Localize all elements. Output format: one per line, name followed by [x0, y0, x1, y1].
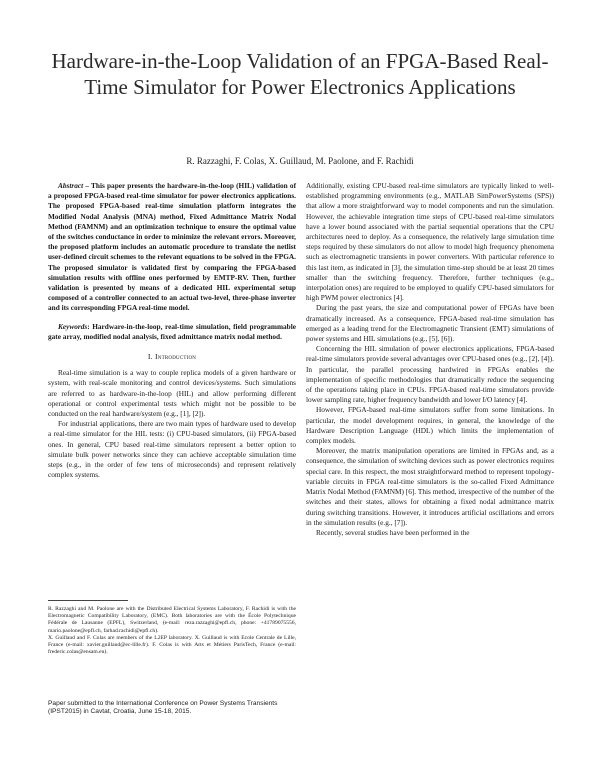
keywords-lead: Keywords — [58, 321, 88, 331]
abstract-text: This paper presents the hardware-in-the-loop (HIL) validation of a proposed FPGA-based real-time simulator for power electronics applications. The proposed FPGA-based real-time simulation platform integrates the Modified Nodal Analysis (MNA) method, Fixed Admittance Matrix Nodal Method (FAMNM) and an optimization technique to ensure the optimal value of the switches conductance in order to minimize the relevant errors. Moreover, the proposed platform includes an automatic procedure to translate the netlist user-defined circuit schemes to the relevant equations to be solved in the FPGA. The proposed simulator is validated first by comparing the FPGA-based simulation results with offline ones performed by EMTP-RV. Then, further validation is presented by means of a dedicated HIL experimental setup composed of a controller connected to an actual two-level, three-phase inverter and its corresponding FPGA real-time model. — [48, 181, 296, 313]
body-paragraph: Real-time simulation is a way to couple replica models of a given hardware or system, with real-scale monitoring and control devices/systems. Such simulations are referred to as hardware-in-the-loop (HIL) and allow performing different operational or control experimental tests which might not be possible to be conducted on the real hardware/system (e.g., [1], [2]). — [48, 368, 296, 419]
keywords — [48, 322, 296, 342]
paper-title: Hardware-in-the-Loop Validation of an FPGA-Based Real-Time Simulator for Power Electronics Applications — [51, 49, 549, 99]
footnote-paragraph: X. Guillaud and F. Colas are members of the L2EP laboratory. X. Guillaud is with Ecole Centrale de Lille, France (e-mail: xavier.guillaud@ec-lille.fr). F. Colas is with Arts et Métiers ParisTech, France (e-mail: frederic.colas@ensam.eu). — [48, 634, 296, 656]
body-paragraph: Additionally, existing CPU-based real-time simulators are typically linked to well-established programming environments (e.g., MATLAB SimPowerSystems (SPS)) that allow a more straightforward way to model components and run the simulation. However, the achievable integration time steps of CPU-based real-time simulators have a lower bound associated with the partial sequential operations that the CPU architectures need to deploy. As a consequence, the relatively large simulation time steps required by these simulators do not allow to model high frequency phenomena such as electromagnetic transients in power converters. With particular reference to this last item, as indicated in [3], the simulation time-step should be at least 20 times smaller than the switching frequency. Therefore, further techniques (e.g., interpolation ones) are required to be employed to qualify CPU-based simulators for high PWM power electronics [4]. — [306, 181, 554, 303]
abstract — [48, 181, 296, 314]
body-paragraph: For industrial applications, there are two main types of hardware used to develop a real-time simulator for the HIL tests: (i) CPU-based simulators, (ii) FPGA-based ones. In general, CPU based real-time simulators represent a better option to simulate bulk power networks since they can achieve acceptable simulation time steps (e.g., in the order of few tens of microseconds) and represent relatively complex systems. — [48, 419, 296, 480]
body-paragraph: However, FPGA-based real-time simulators suffer from some limitations. In particular, the model development requires, in general, the knowledge of the Hardware Description Language (HDL) which limits the implementation of complex models. — [306, 405, 554, 446]
section-name: Introduction — [155, 352, 197, 362]
body-paragraph: Moreover, the matrix manipulation operations are limited in FPGAs and, as a consequence, the simulation of switching devices such as power electronics requires special care. In this respect, the most straightforward method to represent topology-variable circuits in FPGA real-time simulators is the so-called Fixed Admittance Matrix Nodal Method (FAMNM) [6]. This method, irrespective of the number of the switches and their states, allows for obtaining a fixed nodal admittance matrix during switching transitions. However, it introduces artificial oscillations and errors in the simulation results (e.g., [7]). — [306, 446, 554, 527]
body-paragraph: Concerning the HIL simulation of power electronics applications, FPGA-based real-time simulators provide several advantages over CPU-based ones (e.g., [2], [4]). In particular, the parallel processing hardwired in FPGAs enables the implementation of specific methodologies that dramatically reduce the sequencing of the operations taking place in CPUs. FPGA-based real-time simulators provide lower sampling rate, higher frequency bandwidth and lower I/O latency [4]. — [306, 344, 554, 405]
keywords-text: : Hardware-in-the-loop, real-time simulation, field programmable gate array, modified nodal analysis, fixed admittance matrix nodal method. — [48, 321, 296, 341]
section-number: I. — [147, 352, 153, 362]
author-list: R. Razzaghi, F. Colas, X. Guillaud, M. Paolone, and F. Rachidi — [186, 156, 414, 166]
author-footnote — [48, 606, 296, 656]
conference-note: Paper submitted to the International Conference on Power Systems Transients (IPST2015) in Cavtat, Croatia, June 15-18, 2015. — [48, 700, 278, 716]
section-heading-introduction — [48, 352, 296, 362]
right-column — [306, 181, 554, 538]
footnote-rule — [48, 600, 128, 601]
body-paragraph: During the past years, the size and computational power of FPGAs have been dramatically increased. As a consequence, FPGA-based real-time simulation has emerged as a leading trend for the Electromagnetic Transient (EMT) simulations of power systems and HIL simulations (e.g., [5], [6]). — [306, 303, 554, 344]
abstract-lead: Abstract – — [58, 181, 89, 190]
body-paragraph: Recently, several studies have been performed in the — [316, 527, 470, 537]
footnote-paragraph: R. Razzaghi and M. Paolone are with the Distributed Electrical Systems Laboratory, F. Rachidi is with the Electromagnetic Compatibility Laboratory, (EMC). Both laboratories are with the École Polytechnique Fédérale de Lausanne (EPFL), Switzerland, (e-mail: reza.razzaghi@epfl.ch, phone: +41789075556, mario.paolone@epfl.ch, farhad.rachidi@epfl.ch). — [48, 606, 296, 634]
left-column — [48, 181, 296, 480]
